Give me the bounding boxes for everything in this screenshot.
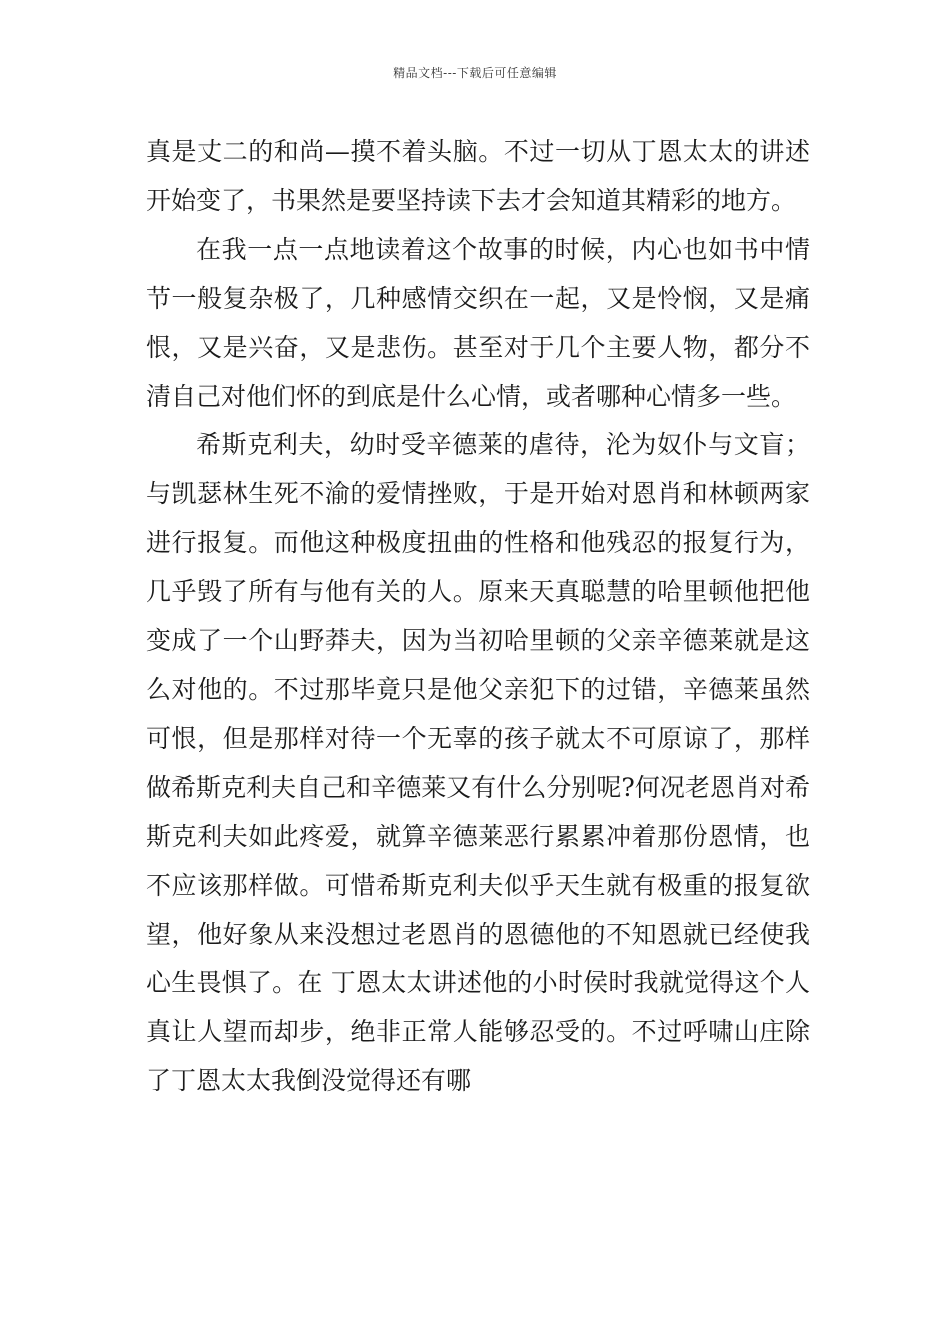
paragraph-1: 真是丈二的和尚—摸不着头脑。不过一切从丁恩太太的讲述开始变了，书果然是要坚持读下去才会知道其精彩的地方。 <box>146 137 810 215</box>
paragraph-2: 在我一点一点地读着这个故事的时候，内心也如书中情节一般复杂极了，几种感情交织在一起，又是怜悯，又是痛恨，又是兴奋，又是悲伤。甚至对于几个主要人物，都分不清自己对他们怀的到底是什么心情，或者哪种心情多一些。 <box>146 234 810 411</box>
page-header: 精品文档---下载后可任意编辑 <box>393 66 557 80</box>
document-body <box>146 128 810 1106</box>
paragraph-3: 希斯克利夫，幼时受辛德莱的虐待，沦为奴仆与文盲；与凯瑟林生死不渝的爱情挫败，于是开始对恩肖和林顿两家进行报复。而他这种极度扭曲的性格和他残忍的报复行为，几乎毁了所有与他有关的人。原来天真聪慧的哈里顿他把他变成了一个山野莽夫，因为当初哈里顿的父亲辛德莱就是这么对他的。不过那毕竟只是他父亲犯下的过错，辛德莱虽然可恨，但是那样对待一个无辜的孩子就太不可原谅了，那样做希斯克利夫自己和辛德莱又有什么分别呢?何况老恩肖对希斯克利夫如此疼爱，就算辛德莱恶行累累冲着那份恩情，也不应该那样做。可惜希斯克利夫似乎天生就有极重的报复欲望，他好象从来没想过老恩肖的恩德他的不知恩就已经使我心生畏惧了。在 丁恩太太讲述他的小时侯时我就觉得这个人真让人望而却步，绝非正常人能够忍受的。不过呼啸山庄除了丁恩太太我倒没觉得还有哪 <box>146 430 810 1096</box>
